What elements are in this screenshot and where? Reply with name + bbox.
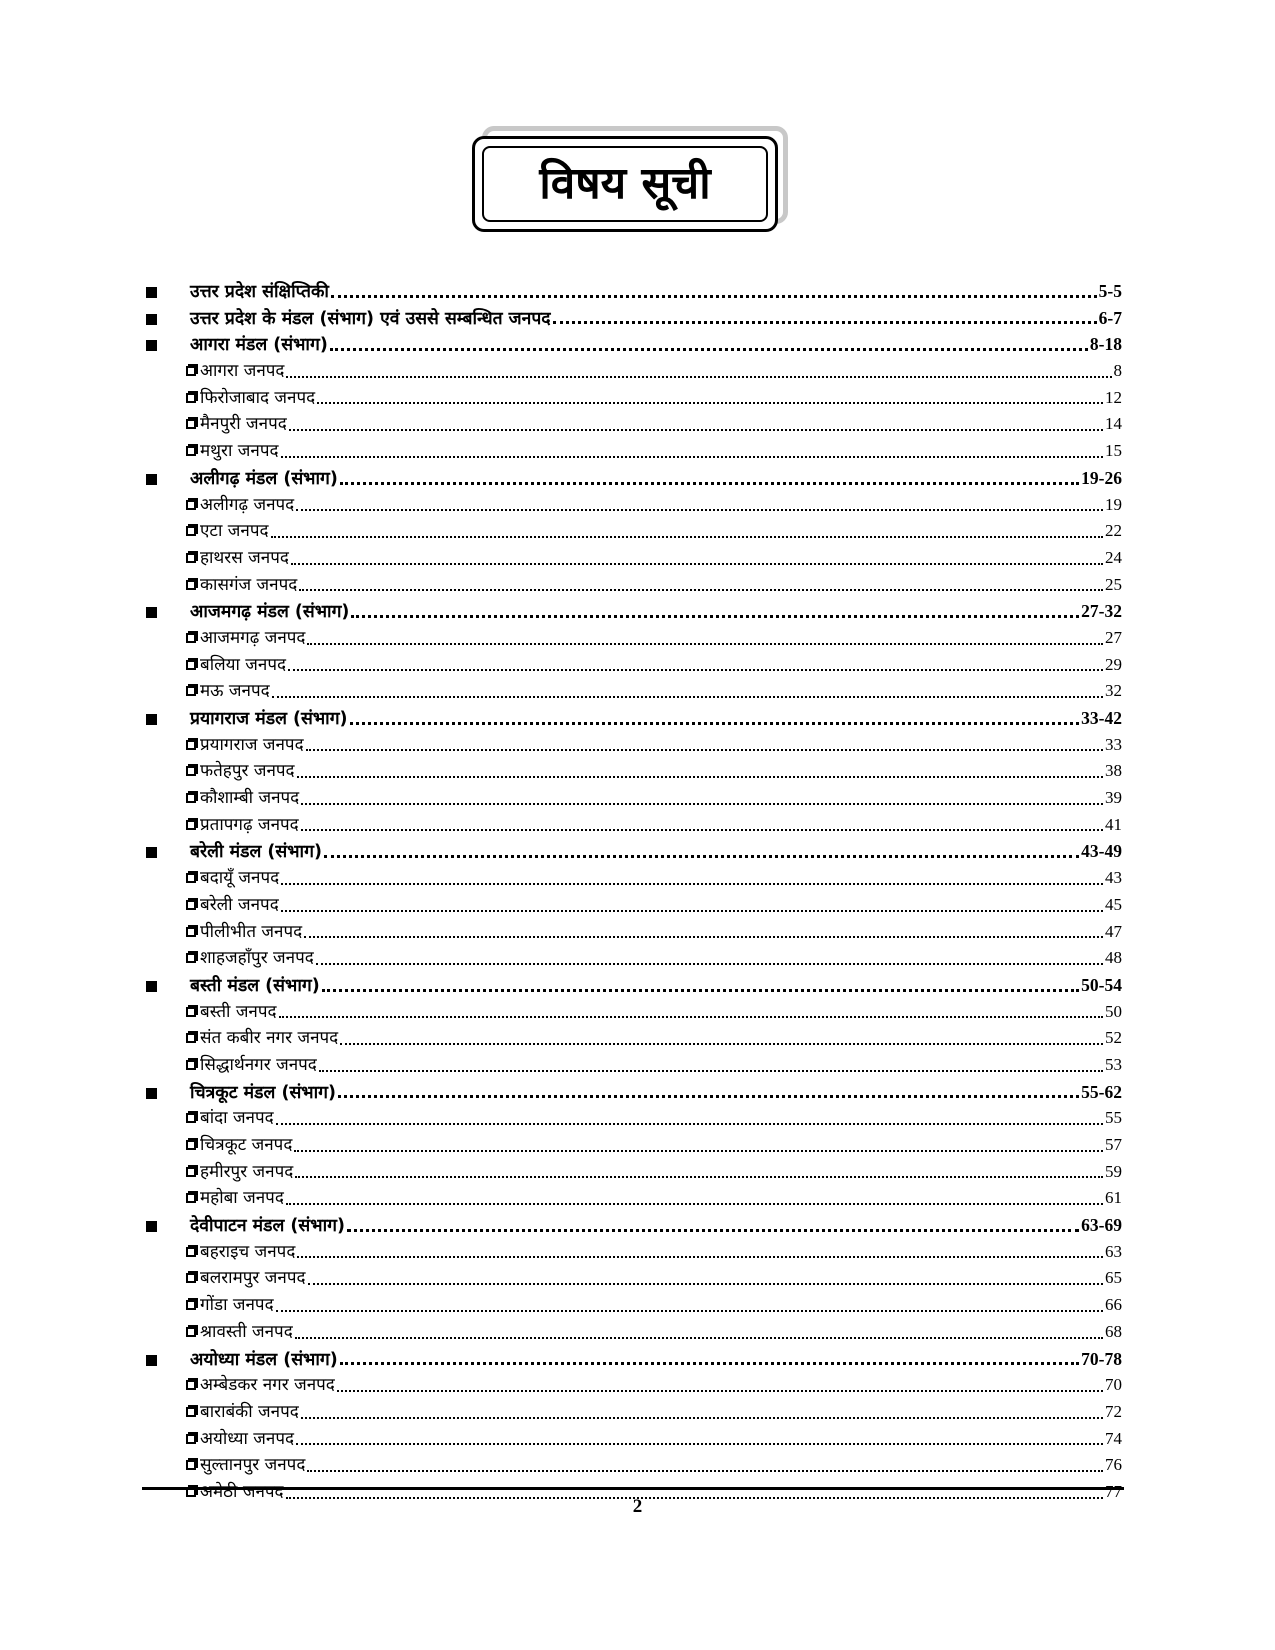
dot-leader xyxy=(351,615,1079,618)
box-bullet-icon xyxy=(186,1380,196,1390)
dot-leader xyxy=(340,482,1079,485)
toc-item-label: बांदा जनपद xyxy=(200,1108,274,1129)
table-of-contents xyxy=(146,278,1122,1506)
toc-section-label: प्रयागराज मंडल (संभाग) xyxy=(190,709,348,729)
toc-item-label: गोंडा जनपद xyxy=(200,1295,274,1316)
square-bullet-icon xyxy=(146,706,160,733)
dot-leader xyxy=(294,1150,1103,1152)
toc-item-page: 47 xyxy=(1105,921,1122,941)
box-bullet-icon xyxy=(186,660,196,670)
toc-section-row[interactable] xyxy=(146,598,1122,625)
toc-item-label: बरेली जनपद xyxy=(200,894,279,915)
dot-leader xyxy=(296,1443,1103,1445)
toc-section-row[interactable] xyxy=(146,278,1122,305)
toc-section-pages: 70-78 xyxy=(1081,1348,1122,1369)
box-bullet-icon xyxy=(186,1300,196,1310)
toc-item-label: प्रतापगढ़ जनपद xyxy=(200,814,299,835)
dot-leader xyxy=(297,776,1103,778)
toc-item-label: श्रावस्ती जनपद xyxy=(200,1321,293,1342)
toc-item-page: 45 xyxy=(1105,894,1122,914)
box-bullet-icon xyxy=(186,1193,196,1203)
page-number: 2 xyxy=(632,1496,643,1517)
box-bullet-icon xyxy=(186,1113,196,1123)
toc-item-page: 25 xyxy=(1105,574,1122,594)
dot-leader xyxy=(296,509,1103,511)
dot-leader xyxy=(301,803,1103,805)
dot-leader xyxy=(301,1417,1103,1419)
dot-leader xyxy=(337,1390,1103,1392)
toc-item-row[interactable] xyxy=(146,492,1122,519)
toc-item-page: 27 xyxy=(1105,627,1122,647)
box-bullet-icon xyxy=(186,1060,196,1070)
toc-item-label: सुल्तानपुर जनपद xyxy=(200,1455,306,1476)
box-bullet-icon xyxy=(186,500,196,510)
toc-item-row[interactable] xyxy=(146,1265,1122,1292)
toc-item-row[interactable] xyxy=(146,625,1122,652)
toc-item-row[interactable] xyxy=(146,518,1122,545)
toc-item-row[interactable] xyxy=(146,1185,1122,1212)
toc-item-row[interactable] xyxy=(146,1132,1122,1159)
box-bullet-icon xyxy=(186,1007,196,1017)
toc-item-label: अमेठी जनपद xyxy=(200,1481,284,1502)
toc-item-page: 53 xyxy=(1105,1054,1122,1074)
square-bullet-icon xyxy=(146,1213,160,1240)
box-bullet-icon xyxy=(186,1247,196,1257)
toc-item-page: 59 xyxy=(1105,1161,1122,1181)
toc-section-row[interactable] xyxy=(146,1079,1122,1106)
dot-leader xyxy=(316,963,1103,965)
toc-item-row[interactable] xyxy=(146,945,1122,972)
dot-leader xyxy=(289,429,1103,431)
toc-section-row[interactable] xyxy=(146,972,1122,999)
dot-leader xyxy=(281,910,1103,912)
toc-item-label: आगरा जनपद xyxy=(200,361,285,382)
toc-item-label: एटा जनपद xyxy=(200,521,269,542)
dot-leader xyxy=(553,321,1097,324)
toc-section-row[interactable] xyxy=(146,465,1122,492)
box-bullet-icon xyxy=(186,419,196,429)
dot-leader xyxy=(322,989,1079,992)
toc-section-label: उत्तर प्रदेश संक्षिप्तिकी xyxy=(190,282,329,302)
toc-section-pages: 19-26 xyxy=(1081,467,1122,488)
toc-item-row[interactable] xyxy=(146,652,1122,679)
toc-item-page: 57 xyxy=(1105,1135,1122,1154)
toc-item-row[interactable] xyxy=(146,758,1122,785)
toc-item-label: अम्बेडकर नगर जनपद xyxy=(200,1375,335,1396)
toc-item-page: 19 xyxy=(1105,494,1122,514)
box-bullet-icon xyxy=(186,1460,196,1470)
toc-section-row[interactable] xyxy=(146,705,1122,732)
toc-item-page: 50 xyxy=(1105,1001,1122,1021)
toc-section-label: अलीगढ़ मंडल (संभाग) xyxy=(190,468,338,489)
toc-item-label: बस्ती जनपद xyxy=(200,1001,277,1022)
toc-section-pages: 55-62 xyxy=(1081,1081,1122,1102)
dot-leader xyxy=(288,669,1103,671)
toc-item-page: 39 xyxy=(1105,788,1122,808)
square-bullet-icon xyxy=(146,1080,160,1107)
square-bullet-icon xyxy=(146,466,160,493)
footer-divider xyxy=(142,1487,1124,1490)
toc-item-label: अलीगढ़ जनपद xyxy=(200,494,295,515)
toc-section-row[interactable] xyxy=(146,838,1122,865)
toc-item-label: मऊ जनपद xyxy=(200,681,270,702)
toc-section-row[interactable] xyxy=(146,1346,1122,1373)
toc-item-page: 24 xyxy=(1105,547,1122,567)
box-bullet-icon xyxy=(186,446,196,456)
dot-leader xyxy=(281,456,1103,458)
dot-leader xyxy=(306,749,1103,751)
toc-item-row[interactable] xyxy=(146,892,1122,919)
square-bullet-icon xyxy=(146,599,160,626)
dot-leader xyxy=(347,1229,1079,1232)
toc-item-row[interactable] xyxy=(146,1239,1122,1266)
toc-item-row[interactable] xyxy=(146,545,1122,572)
toc-section-row[interactable] xyxy=(146,1212,1122,1239)
box-bullet-icon xyxy=(186,1407,196,1417)
box-bullet-icon xyxy=(186,633,196,643)
toc-item-row[interactable] xyxy=(146,385,1122,412)
dot-leader xyxy=(286,376,1111,378)
toc-item-row[interactable] xyxy=(146,572,1122,599)
toc-item-label: फिरोजाबाद जनपद xyxy=(200,387,316,408)
toc-item-row[interactable] xyxy=(146,999,1122,1026)
toc-item-label: बदायूँ जनपद xyxy=(200,868,280,889)
dot-leader xyxy=(281,883,1103,885)
title-frame xyxy=(472,126,790,234)
toc-item-row[interactable] xyxy=(146,1319,1122,1346)
toc-item-page: 65 xyxy=(1105,1268,1122,1288)
box-bullet-icon xyxy=(186,580,196,590)
dot-leader xyxy=(340,1043,1103,1045)
toc-item-page: 61 xyxy=(1105,1188,1122,1208)
toc-section-row[interactable] xyxy=(146,305,1122,332)
dot-leader xyxy=(295,1337,1103,1339)
toc-section-pages: 63-69 xyxy=(1081,1215,1122,1236)
toc-section-label: चित्रकूट मंडल (संभाग) xyxy=(190,1082,336,1103)
toc-item-page: 74 xyxy=(1105,1428,1122,1448)
box-bullet-icon xyxy=(186,900,196,910)
toc-item-row[interactable] xyxy=(146,1105,1122,1132)
title-frame-inner xyxy=(482,146,768,222)
box-bullet-icon xyxy=(186,1434,196,1444)
box-bullet-icon xyxy=(186,1327,196,1337)
toc-item-label: मैनपुरी जनपद xyxy=(200,414,287,435)
toc-item-page: 32 xyxy=(1105,681,1122,701)
toc-item-page: 22 xyxy=(1105,521,1122,541)
toc-item-row[interactable] xyxy=(146,1025,1122,1052)
dot-leader xyxy=(299,589,1103,591)
box-bullet-icon xyxy=(186,927,196,937)
toc-item-page: 68 xyxy=(1105,1321,1122,1341)
toc-section-label: अयोध्या मंडल (संभाग) xyxy=(190,1349,338,1370)
toc-item-page: 63 xyxy=(1105,1241,1122,1261)
dot-leader xyxy=(317,402,1103,404)
toc-item-label: बलरामपुर जनपद xyxy=(200,1268,306,1289)
toc-item-row[interactable] xyxy=(146,1452,1122,1479)
dot-leader xyxy=(340,1362,1079,1365)
toc-item-label: सिद्धार्थनगर जनपद xyxy=(200,1054,317,1075)
toc-section-label: बरेली मंडल (संभाग) xyxy=(190,842,322,863)
toc-item-label: बलिया जनपद xyxy=(200,654,287,675)
square-bullet-icon xyxy=(146,839,160,866)
toc-item-page: 33 xyxy=(1105,734,1122,754)
box-bullet-icon xyxy=(186,1167,196,1177)
toc-item-label: महोबा जनपद xyxy=(200,1188,284,1209)
square-bullet-icon xyxy=(146,1347,160,1374)
toc-item-row[interactable] xyxy=(146,1052,1122,1079)
square-bullet-icon xyxy=(146,306,160,333)
toc-item-row[interactable] xyxy=(146,919,1122,946)
box-bullet-icon xyxy=(186,526,196,536)
box-bullet-icon xyxy=(186,1140,196,1150)
dot-leader xyxy=(324,855,1079,858)
box-bullet-icon xyxy=(186,366,196,376)
dot-leader xyxy=(291,563,1103,565)
toc-item-row[interactable] xyxy=(146,358,1122,385)
toc-item-page: 14 xyxy=(1105,414,1122,434)
dot-leader xyxy=(307,643,1103,645)
toc-item-row[interactable] xyxy=(146,1159,1122,1186)
dot-leader xyxy=(331,295,1097,298)
toc-section-label: बस्ती मंडल (संभाग) xyxy=(190,975,320,996)
toc-item-label: बाराबंकी जनपद xyxy=(200,1401,299,1422)
toc-item-label: हाथरस जनपद xyxy=(200,547,289,568)
toc-section-label: आगरा मंडल (संभाग) xyxy=(190,335,328,356)
toc-item-page: 70 xyxy=(1105,1375,1122,1395)
toc-item-label: आजमगढ़ जनपद xyxy=(200,627,306,648)
dot-leader xyxy=(350,722,1080,725)
toc-item-label: संत कबीर नगर जनपद xyxy=(200,1028,339,1049)
toc-item-row[interactable] xyxy=(146,1426,1122,1453)
toc-section-label: आजमगढ़ मंडल (संभाग) xyxy=(190,602,350,623)
toc-item-page: 38 xyxy=(1105,761,1122,781)
toc-item-page: 29 xyxy=(1105,654,1122,674)
toc-item-label: पीलीभीत जनपद xyxy=(200,921,303,942)
toc-section-pages: 50-54 xyxy=(1081,974,1122,995)
toc-section-label: उत्तर प्रदेश के मंडल (संभाग) एवं उससे सम्बन्धित जनपद xyxy=(190,308,551,329)
box-bullet-icon xyxy=(186,740,196,750)
dot-leader xyxy=(308,1283,1104,1285)
toc-item-label: हमीरपुर जनपद xyxy=(200,1161,294,1182)
box-bullet-icon xyxy=(186,766,196,776)
dot-leader xyxy=(272,696,1103,698)
toc-item-page: 52 xyxy=(1105,1028,1122,1048)
box-bullet-icon xyxy=(186,686,196,696)
box-bullet-icon xyxy=(186,1033,196,1043)
box-bullet-icon xyxy=(186,1273,196,1283)
dot-leader xyxy=(276,1310,1103,1312)
toc-item-page: 43 xyxy=(1105,868,1122,888)
toc-item-label: अयोध्या जनपद xyxy=(200,1428,295,1449)
square-bullet-icon xyxy=(146,332,160,359)
toc-item-page: 12 xyxy=(1105,387,1122,407)
dot-leader xyxy=(279,1016,1103,1018)
box-bullet-icon xyxy=(186,393,196,403)
toc-item-label: कासगंज जनपद xyxy=(200,574,298,595)
box-bullet-icon xyxy=(186,793,196,803)
toc-section-row[interactable] xyxy=(146,331,1122,358)
toc-section-pages: 6-7 xyxy=(1098,307,1122,328)
toc-item-label: फतेहपुर जनपद xyxy=(200,761,295,782)
dot-leader xyxy=(301,829,1103,831)
toc-item-row[interactable] xyxy=(146,1399,1122,1426)
dot-leader xyxy=(297,1256,1103,1258)
toc-item-page: 72 xyxy=(1105,1401,1122,1421)
box-bullet-icon xyxy=(186,553,196,563)
toc-item-page: 8 xyxy=(1113,361,1122,381)
toc-item-row[interactable] xyxy=(146,865,1122,892)
toc-item-label: चित्रकूट जनपद xyxy=(200,1135,293,1155)
toc-item-label: शाहजहाँपुर जनपद xyxy=(200,948,314,969)
toc-section-pages: 5-5 xyxy=(1098,281,1122,301)
dot-leader xyxy=(330,348,1088,351)
dot-leader xyxy=(307,1470,1103,1472)
box-bullet-icon xyxy=(186,953,196,963)
toc-item-row[interactable] xyxy=(146,812,1122,839)
box-bullet-icon xyxy=(186,873,196,883)
toc-item-page: 77 xyxy=(1105,1481,1122,1501)
toc-item-row[interactable] xyxy=(146,678,1122,705)
toc-item-row[interactable] xyxy=(146,1372,1122,1399)
toc-item-page: 66 xyxy=(1105,1295,1122,1315)
dot-leader xyxy=(338,1095,1079,1098)
toc-section-pages: 33-42 xyxy=(1081,708,1122,728)
toc-item-label: कौशाम्बी जनपद xyxy=(200,788,300,809)
dot-leader xyxy=(295,1176,1103,1178)
page-title: विषय सूची xyxy=(539,158,711,209)
square-bullet-icon xyxy=(146,279,160,306)
toc-section-pages: 8-18 xyxy=(1089,334,1122,355)
toc-section-pages: 43-49 xyxy=(1081,841,1122,862)
toc-item-page: 41 xyxy=(1105,814,1122,834)
toc-item-row[interactable] xyxy=(146,1292,1122,1319)
dot-leader xyxy=(319,1070,1103,1072)
dot-leader xyxy=(276,1123,1103,1125)
toc-section-label: देवीपाटन मंडल (संभाग) xyxy=(190,1216,345,1237)
dot-leader xyxy=(271,536,1103,538)
toc-section-pages: 27-32 xyxy=(1081,601,1122,622)
dot-leader xyxy=(304,936,1103,938)
toc-item-label: प्रयागराज जनपद xyxy=(200,734,304,755)
toc-item-page: 48 xyxy=(1105,948,1122,968)
square-bullet-icon xyxy=(146,973,160,1000)
dot-leader xyxy=(286,1203,1103,1205)
toc-item-label: बहराइच जनपद xyxy=(200,1241,296,1262)
toc-item-row[interactable] xyxy=(146,438,1122,465)
toc-item-page: 76 xyxy=(1105,1455,1122,1475)
toc-item-row[interactable] xyxy=(146,785,1122,812)
toc-item-row[interactable] xyxy=(146,411,1122,438)
toc-item-label: मथुरा जनपद xyxy=(200,441,279,462)
toc-item-page: 55 xyxy=(1105,1108,1122,1128)
toc-item-page: 15 xyxy=(1105,441,1122,461)
toc-item-row[interactable] xyxy=(146,732,1122,759)
title-frame-outer xyxy=(472,136,778,232)
box-bullet-icon xyxy=(186,820,196,830)
